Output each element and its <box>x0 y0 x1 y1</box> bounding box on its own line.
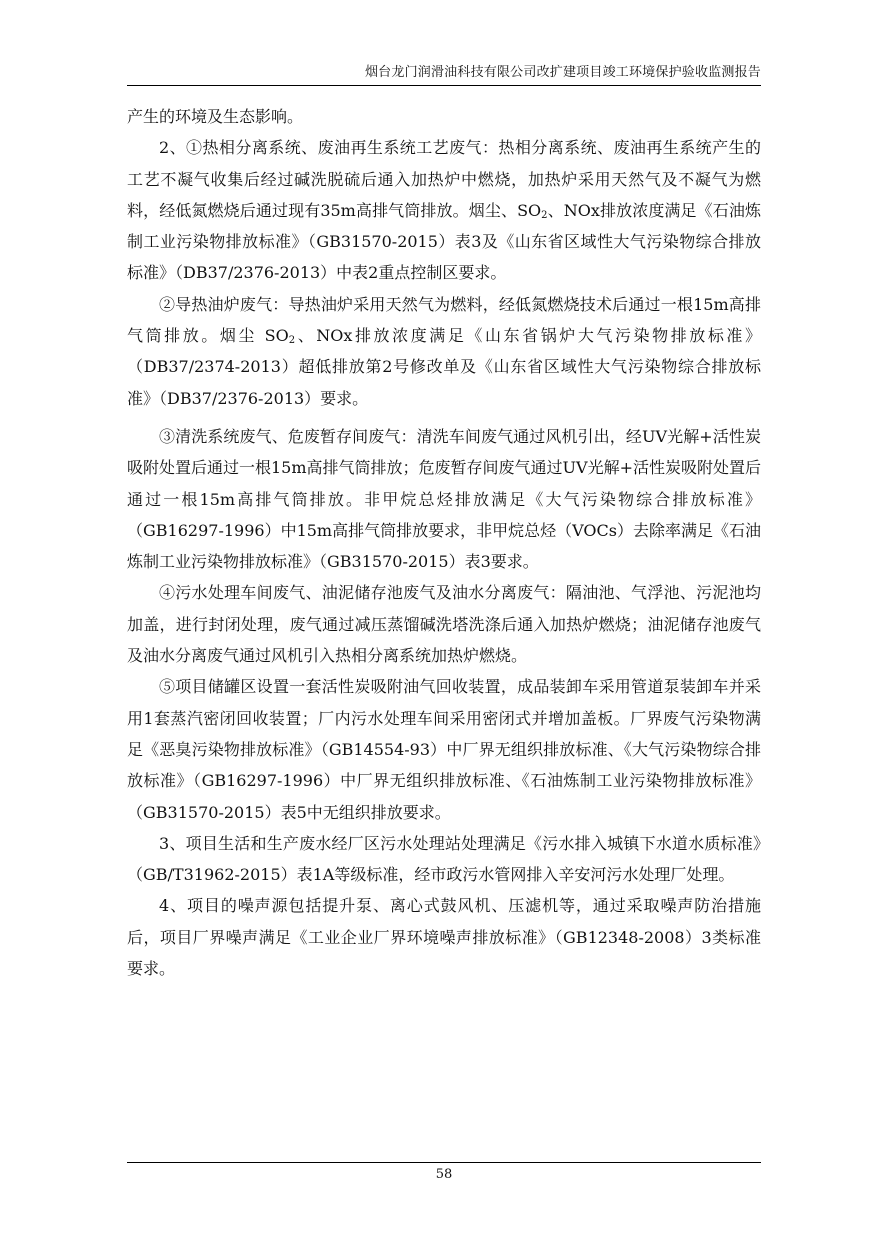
paragraph-item-2-process-gas <box>127 132 761 288</box>
paragraph-item-3-wastewater: 3、项目生活和生产废水经厂区污水处理站处理满足《污水排入城镇下水道水质标准》（GB/T31962-2015）表1A等级标准，经市政污水管网排入辛安河污水处理厂处理。 <box>127 833 761 885</box>
paragraph-wastewater-workshop: ④污水处理车间废气、油泥储存池废气及油水分离废气：隔油池、气浮池、污泥池均加盖，进行封闭处理，废气通过减压蒸馏碱洗塔洗涤后通入加热炉燃烧；油泥储存池废气及油水分离废气通过风机引入热相分离系统加热炉燃烧。 <box>127 583 761 666</box>
chem-subscript: 2 <box>541 209 548 221</box>
paragraph-text: 、NOx排放浓度满足《山东省锅炉大气污染物排放标准》（DB37/2374-2013）超低排放第2号修改单及《山东省区域性大气污染物综合排放标准》（DB37/2376-2013）要求。 <box>127 326 761 408</box>
paragraph-text: 、NOx排放浓度满足《石油炼制工业污染物排放标准》（GB31570-2015）表3及《山东省区域性大气污染物综合排放标准》（DB37/2376-2013）中表2重点控制区要求。 <box>127 200 761 283</box>
paragraph-intro-tail: 产生的环境及生态影响。 <box>127 107 304 126</box>
chem-so: SO <box>264 326 289 346</box>
paragraph-tank-area: ⑤项目储罐区设置一套活性炭吸附油气回收装置，成品装卸车采用管道泵装卸车并采用1套蒸汽密闭回收装置；厂内污水处理车间采用密闭式并增加盖板。厂界废气污染物满足《恶臭污染物排放标准》（GB14554-93）中厂界无组织排放标准、《大气污染物综合排放标准》（GB16297-1996）中厂界无组织排放标准、《石油炼制工业污染物排放标准》（GB31570-2015）表5中无组织排放要求。 <box>127 677 761 822</box>
paragraph-cleaning-system: ③清洗系统废气、危废暂存间废气：清洗车间废气通过风机引出，经UV光解+活性炭吸附处置后通过一根15m高排气筒排放；危废暂存间废气通过UV光解+活性炭吸附处置后通过一根15m高排气筒排放。非甲烷总烃排放满足《大气污染物综合排放标准》（GB16297-1996）中15m高排气筒排放要求，非甲烷总烃（VOCs）去除率满足《石油炼制工业污染物排放标准》（GB31570-2015）表3要求。 <box>127 426 761 572</box>
header-rule <box>127 85 761 86</box>
paragraph-text: 2、①热相分离系统、废油再生系统工艺废气：热相分离系统、废油再生系统产生的工艺不凝气收集后经过碱洗脱硫后通入加热炉中燃烧，加热炉采用天然气及不凝气为燃料，经低氮燃烧后通过现有35m高排气筒排放。烟尘、 <box>127 138 761 220</box>
chem-subscript: 2 <box>288 335 296 347</box>
paragraph-text: ②导热油炉废气：导热油炉采用天然气为燃料，经低氮燃烧技术后通过一根15m高排气筒排放。烟尘 <box>127 294 761 346</box>
footer-rule <box>127 1162 761 1163</box>
report-body <box>127 101 761 984</box>
page-number: 58 <box>435 1167 453 1182</box>
chem-so: SO <box>517 200 542 220</box>
paragraph-heat-oil-furnace <box>127 289 761 414</box>
paragraph-item-4-noise: 4、项目的噪声源包括提升泵、离心式鼓风机、压滤机等，通过采取噪声防治措施后，项目厂界噪声满足《工业企业厂界环境噪声排放标准》（GB12348-2008）3类标准要求。 <box>127 896 761 979</box>
page-header: 烟台龙门润滑油科技有限公司改扩建项目竣工环境保护验收监测报告 <box>364 65 761 80</box>
